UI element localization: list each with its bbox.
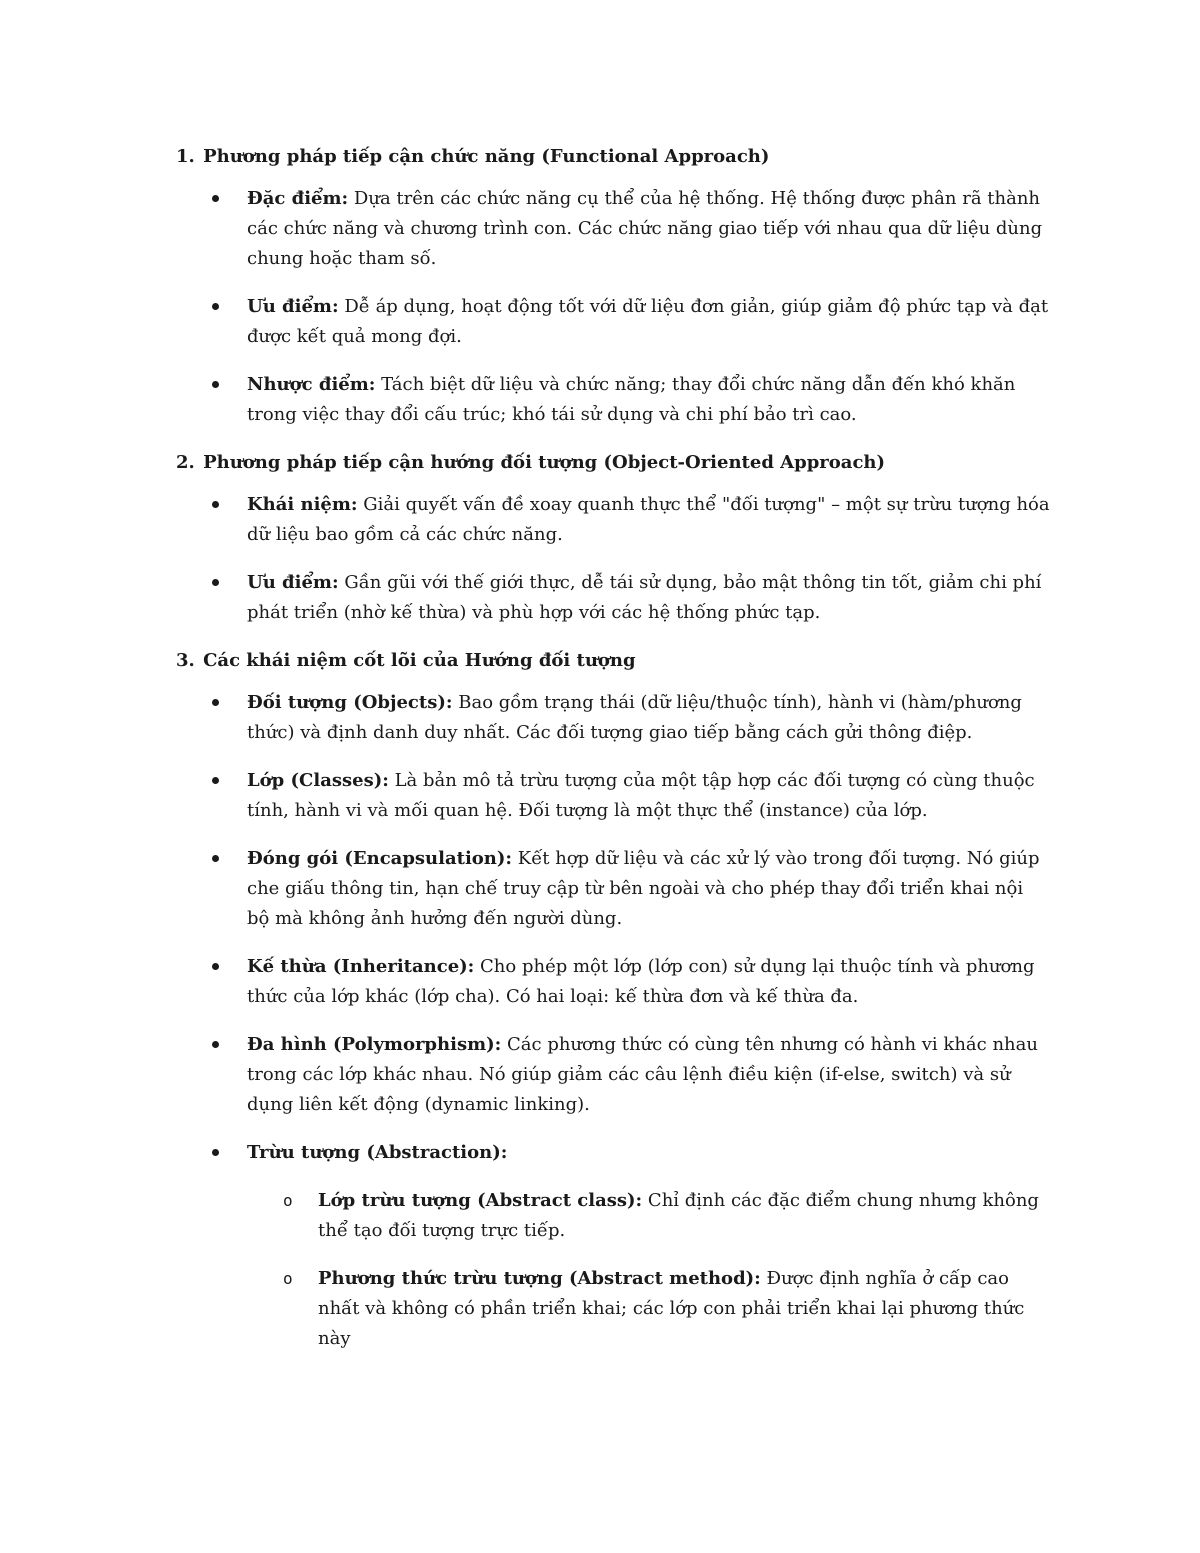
item-text: Kết hợp dữ liệu và các xử lý vào trong đối tượng. Nó giúp che giấu thông tin, hạn chế truy cập từ bên ngoài và cho phép thay đổi triển khai nội bộ mà không ảnh hưởng đến người dùng. xyxy=(247,848,1040,929)
item-text: Được định nghĩa ở cấp cao nhất và không có phần triển khai; các lớp con phải triển khai lại phương thức này xyxy=(318,1268,1025,1349)
list-item xyxy=(176,292,1050,352)
list-item xyxy=(176,766,1050,826)
list-item xyxy=(176,490,1050,550)
item-text: Gần gũi với thế giới thực, dễ tái sử dụng, bảo mật thông tin tốt, giảm chi phí phát triển (nhờ kế thừa) và phù hợp với các hệ thống phức tạp. xyxy=(247,572,1042,623)
section-title: Phương pháp tiếp cận chức năng (Functional Approach) xyxy=(203,146,770,167)
item-text: Dễ áp dụng, hoạt động tốt với dữ liệu đơn giản, giúp giảm độ phức tạp và đạt được kết quả mong đợi. xyxy=(247,296,1049,347)
item-term: Lớp trừu tượng (Abstract class): xyxy=(318,1190,643,1211)
item-text: Các phương thức có cùng tên nhưng có hành vi khác nhau trong các lớp khác nhau. Nó giúp giảm các câu lệnh điều kiện (if-else, switch) và sử dụng liên kết động (dynamic linking). xyxy=(247,1034,1038,1115)
section-heading xyxy=(176,646,1050,676)
section-number: 3. xyxy=(176,650,195,671)
list-item xyxy=(176,688,1050,748)
sub-list xyxy=(247,1186,1050,1354)
list-item xyxy=(176,1030,1050,1120)
sub-list-item xyxy=(247,1186,1050,1246)
item-term: Khái niệm: xyxy=(247,494,358,515)
item-text: Cho phép một lớp (lớp con) sử dụng lại thuộc tính và phương thức của lớp khác (lớp cha). Có hai loại: kế thừa đơn và kế thừa đa. xyxy=(247,956,1035,1007)
bullet-list xyxy=(176,184,1050,430)
item-text: Giải quyết vấn đề xoay quanh thực thể "đối tượng" – một sự trừu tượng hóa dữ liệu bao gồm cả các chức năng. xyxy=(247,494,1050,545)
item-text: Bao gồm trạng thái (dữ liệu/thuộc tính), hành vi (hàm/phương thức) và định danh duy nhất. Các đối tượng giao tiếp bằng cách gửi thông điệp. xyxy=(247,692,1022,743)
item-term: Đóng gói (Encapsulation): xyxy=(247,848,513,869)
section-1 xyxy=(176,142,1050,430)
section-heading xyxy=(176,142,1050,172)
section-3 xyxy=(176,646,1050,1354)
section-title: Phương pháp tiếp cận hướng đối tượng (Object-Oriented Approach) xyxy=(203,452,886,473)
sub-list-item xyxy=(247,1264,1050,1354)
item-term: Lớp (Classes): xyxy=(247,770,389,791)
list-item xyxy=(176,844,1050,934)
item-term: Trừu tượng (Abstraction): xyxy=(247,1142,508,1163)
item-text: Là bản mô tả trừu tượng của một tập hợp các đối tượng có cùng thuộc tính, hành vi và mối quan hệ. Đối tượng là một thực thể (instance) của lớp. xyxy=(247,770,1035,821)
section-title: Các khái niệm cốt lõi của Hướng đối tượng xyxy=(203,650,636,671)
item-term: Ưu điểm: xyxy=(247,296,339,317)
bullet-list xyxy=(176,490,1050,628)
list-item xyxy=(176,568,1050,628)
section-2 xyxy=(176,448,1050,628)
section-number: 1. xyxy=(176,146,195,167)
item-text: Chỉ định các đặc điểm chung nhưng không thể tạo đối tượng trực tiếp. xyxy=(318,1190,1039,1241)
item-term: Ưu điểm: xyxy=(247,572,339,593)
item-term: Đặc điểm: xyxy=(247,188,349,209)
list-item xyxy=(176,952,1050,1012)
item-term: Đối tượng (Objects): xyxy=(247,692,453,713)
item-text: Tách biệt dữ liệu và chức năng; thay đổi chức năng dẫn đến khó khăn trong việc thay đổi cấu trúc; khó tái sử dụng và chi phí bảo trì cao. xyxy=(247,374,1016,425)
bullet-list xyxy=(176,688,1050,1354)
list-item xyxy=(176,1138,1050,1354)
item-term: Phương thức trừu tượng (Abstract method): xyxy=(318,1268,761,1289)
item-term: Nhược điểm: xyxy=(247,374,376,395)
list-item xyxy=(176,370,1050,430)
item-text: Dựa trên các chức năng cụ thể của hệ thống. Hệ thống được phân rã thành các chức năng và chương trình con. Các chức năng giao tiếp với nhau qua dữ liệu dùng chung hoặc tham số. xyxy=(247,188,1043,269)
item-term: Kế thừa (Inheritance): xyxy=(247,956,475,977)
section-heading xyxy=(176,448,1050,478)
section-number: 2. xyxy=(176,452,195,473)
item-term: Đa hình (Polymorphism): xyxy=(247,1034,502,1055)
list-item xyxy=(176,184,1050,274)
